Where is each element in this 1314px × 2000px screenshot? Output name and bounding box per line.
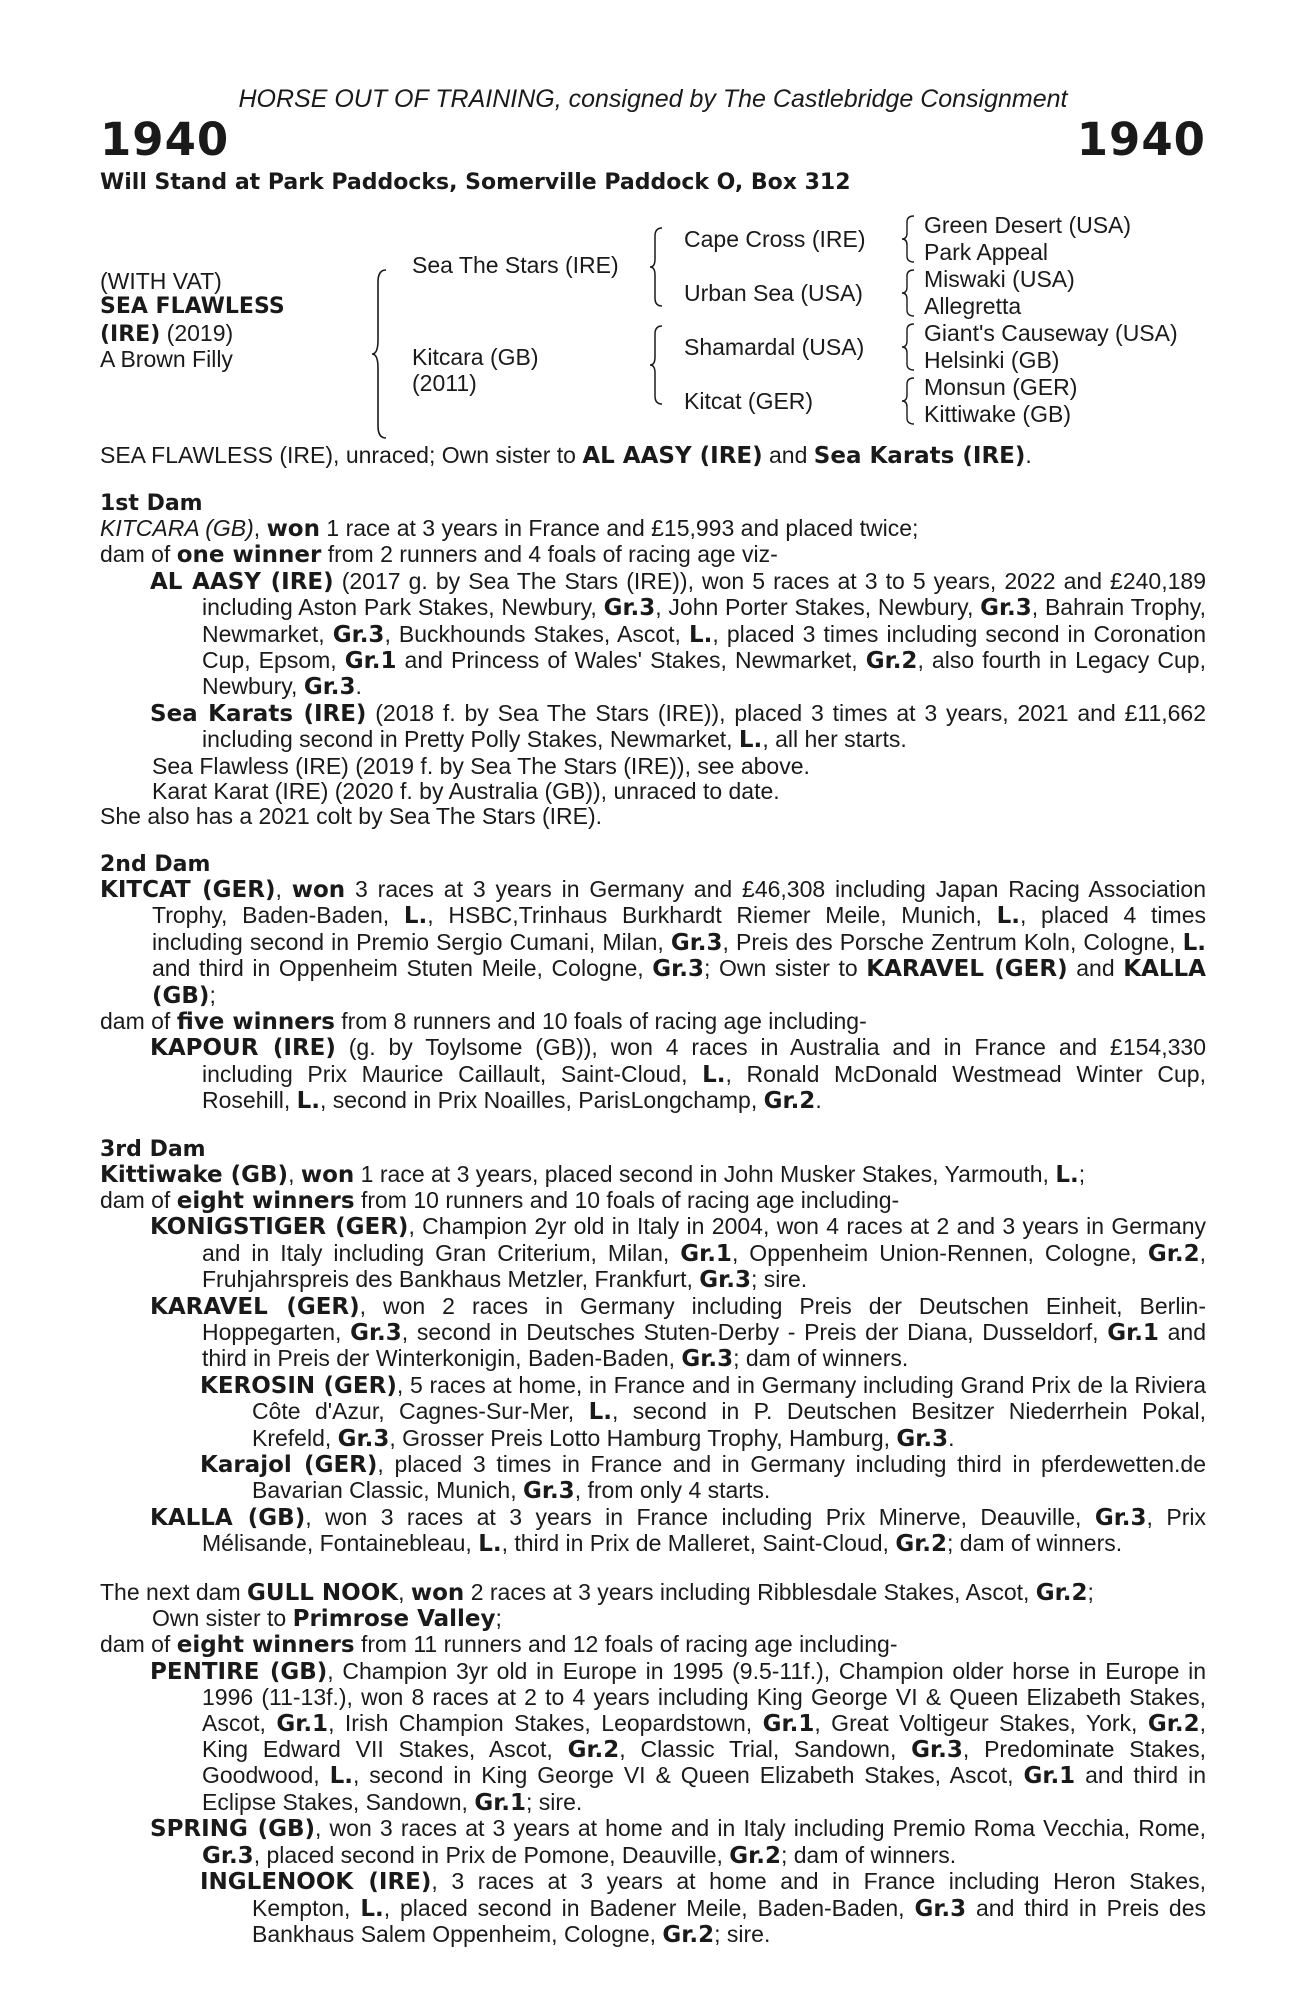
- text: , won 3 races at 3 years in France including Prix Minerve, Deauville,: [305, 1503, 1095, 1530]
- third-dam-record: [100, 1162, 1206, 1188]
- third-dam-heading: 3rd Dam: [100, 1136, 206, 1162]
- intro-text: and: [762, 442, 814, 468]
- race-grade: L.: [1055, 1161, 1079, 1188]
- won-label: won: [291, 876, 346, 903]
- produce-name: PENTIRE (GB): [150, 1658, 328, 1685]
- produce-entry: [100, 1214, 1206, 1293]
- produce-entry: Karat Karat (IRE) (2020 f. by Australia (GB)), unraced to date.: [152, 778, 780, 805]
- text: , third in Prix de Malleret, Saint-Cloud,: [501, 1530, 896, 1557]
- sibling-name: Primrose Valley: [292, 1606, 496, 1633]
- text: 1 race at 3 years, placed second in John Musker Stakes, Yarmouth,: [354, 1160, 1056, 1187]
- text: ,: [288, 1160, 301, 1187]
- pedigree-table: [100, 198, 1206, 428]
- race-grade: L.: [738, 727, 763, 754]
- gg-3: Miswaki (USA): [924, 266, 1075, 292]
- gg-5: Giant's Causeway (USA): [924, 320, 1178, 346]
- gg-1: Green Desert (USA): [924, 212, 1132, 238]
- race-grade: Gr.1: [680, 1240, 732, 1267]
- next-dam-record: [100, 1580, 1206, 1606]
- text: The next dam: [100, 1578, 248, 1605]
- race-grade: L.: [702, 1061, 726, 1088]
- race-grade: Gr.3: [303, 674, 356, 701]
- second-dam-heading: 2nd Dam: [100, 851, 211, 877]
- intro-text: SEA FLAWLESS (IRE), unraced; Own sister to: [100, 442, 583, 468]
- text: dam of: [100, 1186, 177, 1213]
- text: ; dam of winners.: [733, 1345, 909, 1372]
- text: , placed 3 times in France and in Germany including third in pferdewetten.de Bavarian Classic, Munich,: [252, 1451, 1206, 1504]
- gg-brace-4: [900, 376, 918, 426]
- race-grade: Gr.3: [652, 956, 704, 983]
- produce-entry: [100, 569, 1206, 701]
- race-grade: Gr.2: [1035, 1579, 1088, 1606]
- text: (g. by Toylsome (GB)), won 4 races in Australia and in France and £154,330 including Prix Maurice Caillault, Saint-Cloud,: [202, 1034, 1206, 1087]
- text: ; Own sister to: [703, 955, 867, 982]
- intro-sibling-1: AL AASY (IRE): [582, 443, 763, 469]
- race-grade: Gr.3: [1094, 1504, 1147, 1531]
- text: and: [1067, 955, 1124, 982]
- race-grade: Gr.1: [276, 1710, 329, 1737]
- race-grade: Gr.3: [896, 1425, 949, 1452]
- intro-text: .: [1025, 442, 1032, 468]
- dam-sire: Shamardal (USA): [684, 334, 865, 360]
- won-label: won: [266, 516, 320, 542]
- vat-note: (WITH VAT): [100, 268, 222, 294]
- text: , second in Prix Noailles, ParisLongchamp,: [320, 1087, 764, 1114]
- race-grade: L.: [588, 1399, 612, 1426]
- text: dam of: [100, 541, 177, 568]
- produce-name: INGLENOOK (IRE): [200, 1869, 432, 1896]
- race-grade: Gr.2: [1147, 1710, 1200, 1737]
- second-dam-section: [100, 852, 1206, 1115]
- won-label: won: [410, 1579, 465, 1606]
- text: , also fourth in Legacy Cup, Newbury,: [202, 647, 1206, 700]
- race-grade: Gr.1: [1023, 1763, 1076, 1790]
- horse-description: A Brown Filly: [100, 346, 233, 372]
- text: ; sire.: [750, 1266, 808, 1293]
- won-label: won: [300, 1161, 355, 1188]
- produce-name: Karajol (GER): [200, 1452, 378, 1478]
- race-grade: Gr.3: [911, 1737, 963, 1764]
- next-dam-produce-summary: [100, 1632, 1206, 1658]
- text: , from only 4 starts.: [574, 1477, 771, 1504]
- horse-year: (2019): [160, 320, 234, 346]
- gg-brace-2: [900, 268, 918, 318]
- text: , placed 4 times including second in Premio Sergio Cumani, Milan,: [152, 902, 1206, 955]
- text: , 3 races at 3 years at home and in France including Heron Stakes, Kempton,: [252, 1868, 1206, 1921]
- race-grade: L.: [360, 1895, 384, 1922]
- text: , Champion 3yr old in Europe in 1995 (9.5-11f.), Champion older horse in Europe in 1996 (11-13f.), won 8 races at 2 to 4 years including King George VI & Queen Elizabeth Stakes, Ascot,: [202, 1657, 1206, 1736]
- text: , placed 3 times including second in Coronation Cup, Epsom,: [202, 620, 1206, 674]
- race-grade: Gr.2: [729, 1842, 781, 1869]
- text: from 11 runners and 12 foals of racing age including-: [354, 1631, 898, 1658]
- produce-name: KAPOUR (IRE): [150, 1035, 336, 1062]
- produce-entry: [100, 1869, 1206, 1948]
- sire: Sea The Stars (IRE): [412, 252, 619, 278]
- first-dam-section: [100, 491, 1206, 830]
- intro-sibling-2: Sea Karats (IRE): [813, 443, 1026, 469]
- text: , Irish Champion Stakes, Leopardstown,: [328, 1709, 763, 1736]
- text: and third in Oppenheim Stuten Meile, Cologne,: [152, 955, 653, 982]
- horse-name: SEA FLAWLESS: [100, 294, 285, 319]
- winners-count: one winner: [176, 542, 322, 569]
- text: , King Edward VII Stakes, Ascot,: [202, 1709, 1206, 1763]
- gg-7: Monsun (GER): [924, 374, 1078, 400]
- race-grade: L.: [688, 621, 713, 648]
- dam-brace: [648, 324, 666, 406]
- text: ;: [1087, 1578, 1094, 1605]
- produce-entry: [100, 1294, 1206, 1373]
- consignment-line: HORSE OUT OF TRAINING, consigned by The Castlebridge Consignment: [238, 85, 1068, 113]
- race-grade: Gr.2: [662, 1921, 715, 1948]
- first-dam-heading: 1st Dam: [100, 491, 203, 516]
- sire-sire: Cape Cross (IRE): [684, 226, 866, 252]
- race-grade: L.: [403, 903, 428, 930]
- produce-entry: [100, 1373, 1206, 1452]
- lot-number-row: [100, 114, 1206, 166]
- text: , Ronald McDonald Westmead Winter Cup, Rosehill,: [202, 1060, 1206, 1114]
- text: , all her starts.: [762, 726, 907, 753]
- gg-4: Allegretta: [924, 293, 1022, 319]
- text: and third in Preis des Bankhaus Salem Oppenheim, Cologne,: [252, 1894, 1207, 1947]
- text: , second in Deutsches Stuten-Derby - Preis der Diana, Dusseldorf,: [401, 1318, 1108, 1345]
- text: and third in Eclipse Stakes, Sandown,: [202, 1762, 1206, 1815]
- text: (2017 g. by Sea The Stars (IRE)), won 5 races at 3 to 5 years, 2022 and £240,189 including Aston Park Stakes, Newbury,: [202, 567, 1206, 621]
- dam-name: KITCARA (GB): [100, 515, 254, 541]
- text: , John Porter Stakes, Newbury,: [655, 594, 981, 621]
- text: 1 race at 3 years in France and £15,993 and placed twice;: [320, 515, 919, 541]
- race-grade: Gr.1: [1107, 1319, 1159, 1346]
- race-grade: L.: [478, 1531, 502, 1558]
- third-dam-section: [100, 1137, 1206, 1558]
- winners-count: eight winners: [176, 1187, 355, 1214]
- horse-intro: [100, 442, 1206, 469]
- text: and Princess of Wales' Stakes, Newmarket,: [396, 647, 866, 674]
- produce-name: AL AASY (IRE): [150, 568, 334, 595]
- race-grade: L.: [996, 903, 1020, 930]
- text: .: [948, 1424, 955, 1451]
- winners-count: eight winners: [176, 1632, 355, 1659]
- text: , Classic Trial, Sandown,: [619, 1736, 912, 1763]
- text: Own sister to: [152, 1605, 293, 1632]
- stand-location: Will Stand at Park Paddocks, Somerville Paddock O, Box 312: [100, 170, 851, 195]
- race-grade: Gr.3: [332, 621, 385, 648]
- race-grade: Gr.2: [763, 1088, 816, 1115]
- text: from 2 runners and 4 foals of racing age viz-: [321, 541, 778, 568]
- race-grade: Gr.1: [762, 1710, 815, 1737]
- text: .: [815, 1087, 822, 1114]
- produce-entry: [100, 1505, 1206, 1558]
- sibling-name: KARAVEL (GER): [866, 956, 1068, 983]
- text: , won 3 races at 3 years at home and in Italy including Premio Roma Vecchia, Rome,: [315, 1815, 1206, 1842]
- text: ;: [1078, 1160, 1086, 1187]
- horse-suffix: (IRE): [100, 322, 161, 347]
- dam-year: (2011): [412, 370, 477, 396]
- gg-brace-1: [900, 214, 918, 264]
- race-grade: Gr.1: [474, 1789, 527, 1816]
- text: 3 races at 3 years in Germany and £46,308 including Japan Racing Association Trophy, Baden-Baden,: [152, 875, 1207, 929]
- race-grade: Gr.3: [914, 1895, 967, 1922]
- first-dam-produce-summary: [100, 542, 1206, 568]
- catalogue-page: [100, 84, 1206, 1948]
- text: , Bahrain Trophy, Newmarket,: [202, 594, 1206, 647]
- race-grade: Gr.3: [350, 1319, 402, 1346]
- text: , Fruhjahrspreis des Bankhaus Metzler, Frankfurt,: [202, 1239, 1206, 1293]
- gg-6: Helsinki (GB): [924, 347, 1060, 373]
- gg-8: Kittiwake (GB): [924, 401, 1071, 427]
- text: , Champion 2yr old in Italy in 2004, won 4 races at 2 and 3 years in Germany and in Italy including Gran Criterium, Milan,: [202, 1213, 1206, 1266]
- text: and third in Preis der Winterkonigin, Baden-Baden,: [202, 1318, 1206, 1372]
- sire-dam: Urban Sea (USA): [684, 280, 863, 306]
- text: ; dam of winners.: [947, 1530, 1123, 1557]
- text: dam of: [100, 1007, 177, 1034]
- produce-name: KALLA (GB): [150, 1504, 306, 1531]
- second-dam-record: [100, 877, 1206, 1009]
- next-dam-sister: [100, 1606, 1206, 1632]
- text: , won 2 races in Germany including Preis der Deutschen Einheit, Berlin-Hoppegarten,: [202, 1292, 1206, 1345]
- dam-name: Kittiwake (GB): [100, 1161, 289, 1188]
- text: ,: [275, 875, 292, 902]
- text: , Preis des Porsche Zentrum Koln, Cologne,: [722, 928, 1183, 955]
- horse-name-line2: [100, 320, 233, 348]
- race-grade: Gr.2: [865, 648, 918, 675]
- text: from 8 runners and 10 foals of racing age including-: [334, 1007, 867, 1034]
- text: ;: [495, 1605, 502, 1632]
- text: , Prix Mélisande, Fontainebleau,: [202, 1503, 1206, 1557]
- race-grade: Gr.3: [603, 595, 656, 622]
- race-grade: Gr.3: [699, 1267, 751, 1294]
- race-grade: Gr.3: [980, 595, 1032, 622]
- second-dam-produce-summary: [100, 1009, 1206, 1035]
- produce-name: KEROSIN (GER): [200, 1372, 397, 1399]
- gg-2: Park Appeal: [924, 239, 1049, 265]
- text: , Predominate Stakes, Goodwood,: [202, 1736, 1206, 1789]
- produce-name: SPRING (GB): [150, 1816, 316, 1843]
- produce-name: Sea Karats (IRE): [150, 700, 367, 727]
- horse-brace: [370, 268, 390, 440]
- race-grade: Gr.3: [202, 1842, 254, 1869]
- sibling-name: KALLA (GB): [152, 956, 1206, 1009]
- produce-entry: [100, 1816, 1206, 1869]
- race-grade: Gr.2: [1147, 1240, 1200, 1267]
- text: , second in P. Deutschen Besitzer Niederrhein Pokal, Krefeld,: [252, 1398, 1206, 1451]
- text: , Grosser Preis Lotto Hamburg Trophy, Hamburg,: [389, 1424, 897, 1451]
- next-dam-section: [100, 1580, 1206, 1949]
- text: 2 races at 3 years including Ribblesdale Stakes, Ascot,: [464, 1578, 1036, 1605]
- dam-name: KITCAT (GER): [100, 876, 276, 903]
- text: , placed second in Prix de Pomone, Deauville,: [253, 1841, 730, 1868]
- text: .: [355, 673, 362, 700]
- text: ;: [209, 981, 216, 1008]
- text: , HSBC,Trinhaus Burkhardt Riemer Meile, Munich,: [427, 902, 997, 929]
- text: ; dam of winners.: [780, 1841, 957, 1868]
- dam-dam: Kitcat (GER): [684, 388, 814, 414]
- third-dam-produce-summary: [100, 1188, 1206, 1214]
- text: , Great Voltigeur Stakes, York,: [814, 1709, 1148, 1736]
- text: ; sire.: [526, 1788, 583, 1815]
- race-grade: L.: [296, 1088, 321, 1115]
- text: from 10 runners and 10 foals of racing age including-: [354, 1186, 900, 1213]
- text: ,: [398, 1578, 411, 1605]
- text: , Oppenheim Union-Rennen, Cologne,: [731, 1239, 1148, 1266]
- winners-count: five winners: [176, 1008, 335, 1035]
- gg-brace-3: [900, 322, 918, 372]
- race-grade: Gr.1: [344, 648, 397, 675]
- race-grade: L.: [1182, 929, 1206, 956]
- produce-name: KARAVEL (GER): [150, 1293, 360, 1320]
- race-grade: Gr.3: [670, 929, 723, 956]
- produce-entry: Sea Flawless (IRE) (2019 f. by Sea The Stars (IRE)), see above.: [152, 752, 810, 779]
- text: , placed second in Badener Meile, Baden-Baden,: [383, 1894, 915, 1921]
- race-grade: Gr.2: [895, 1531, 947, 1558]
- produce-entry: [100, 701, 1206, 754]
- produce-note: She also has a 2021 colt by Sea The Stars (IRE).: [100, 803, 603, 830]
- race-grade: Gr.3: [337, 1425, 390, 1452]
- text: ,: [253, 515, 267, 541]
- text: , Buckhounds Stakes, Ascot,: [384, 620, 689, 647]
- text: ; sire.: [714, 1920, 771, 1947]
- dam: Kitcara (GB): [412, 344, 539, 370]
- lot-number-right: 1940: [1076, 113, 1206, 166]
- produce-name: KONIGSTIGER (GER): [150, 1214, 409, 1241]
- sire-brace: [648, 226, 666, 308]
- text: (2018 f. by Sea The Stars (IRE)), placed 3 times at 3 years, 2021 and £11,662 including second in Pretty Polly Stakes, Newmarket,: [202, 699, 1206, 753]
- race-grade: Gr.3: [681, 1346, 734, 1373]
- dam-name: GULL NOOK: [247, 1579, 399, 1606]
- text: , 5 races at home, in France and in Germany including Grand Prix de la Riviera Côte d'Azur, Cagnes-Sur-Mer,: [252, 1371, 1206, 1425]
- race-grade: Gr.2: [567, 1737, 620, 1764]
- first-dam-record: [100, 516, 1206, 542]
- produce-entry: [100, 1659, 1206, 1816]
- text: dam of: [100, 1631, 177, 1658]
- race-grade: L.: [329, 1763, 353, 1790]
- race-grade: Gr.3: [523, 1478, 575, 1505]
- text: , second in King George VI & Queen Elizabeth Stakes, Ascot,: [352, 1762, 1024, 1789]
- lot-number-left: 1940: [100, 113, 230, 166]
- produce-entry: [100, 1452, 1206, 1505]
- produce-entry: [100, 1035, 1206, 1114]
